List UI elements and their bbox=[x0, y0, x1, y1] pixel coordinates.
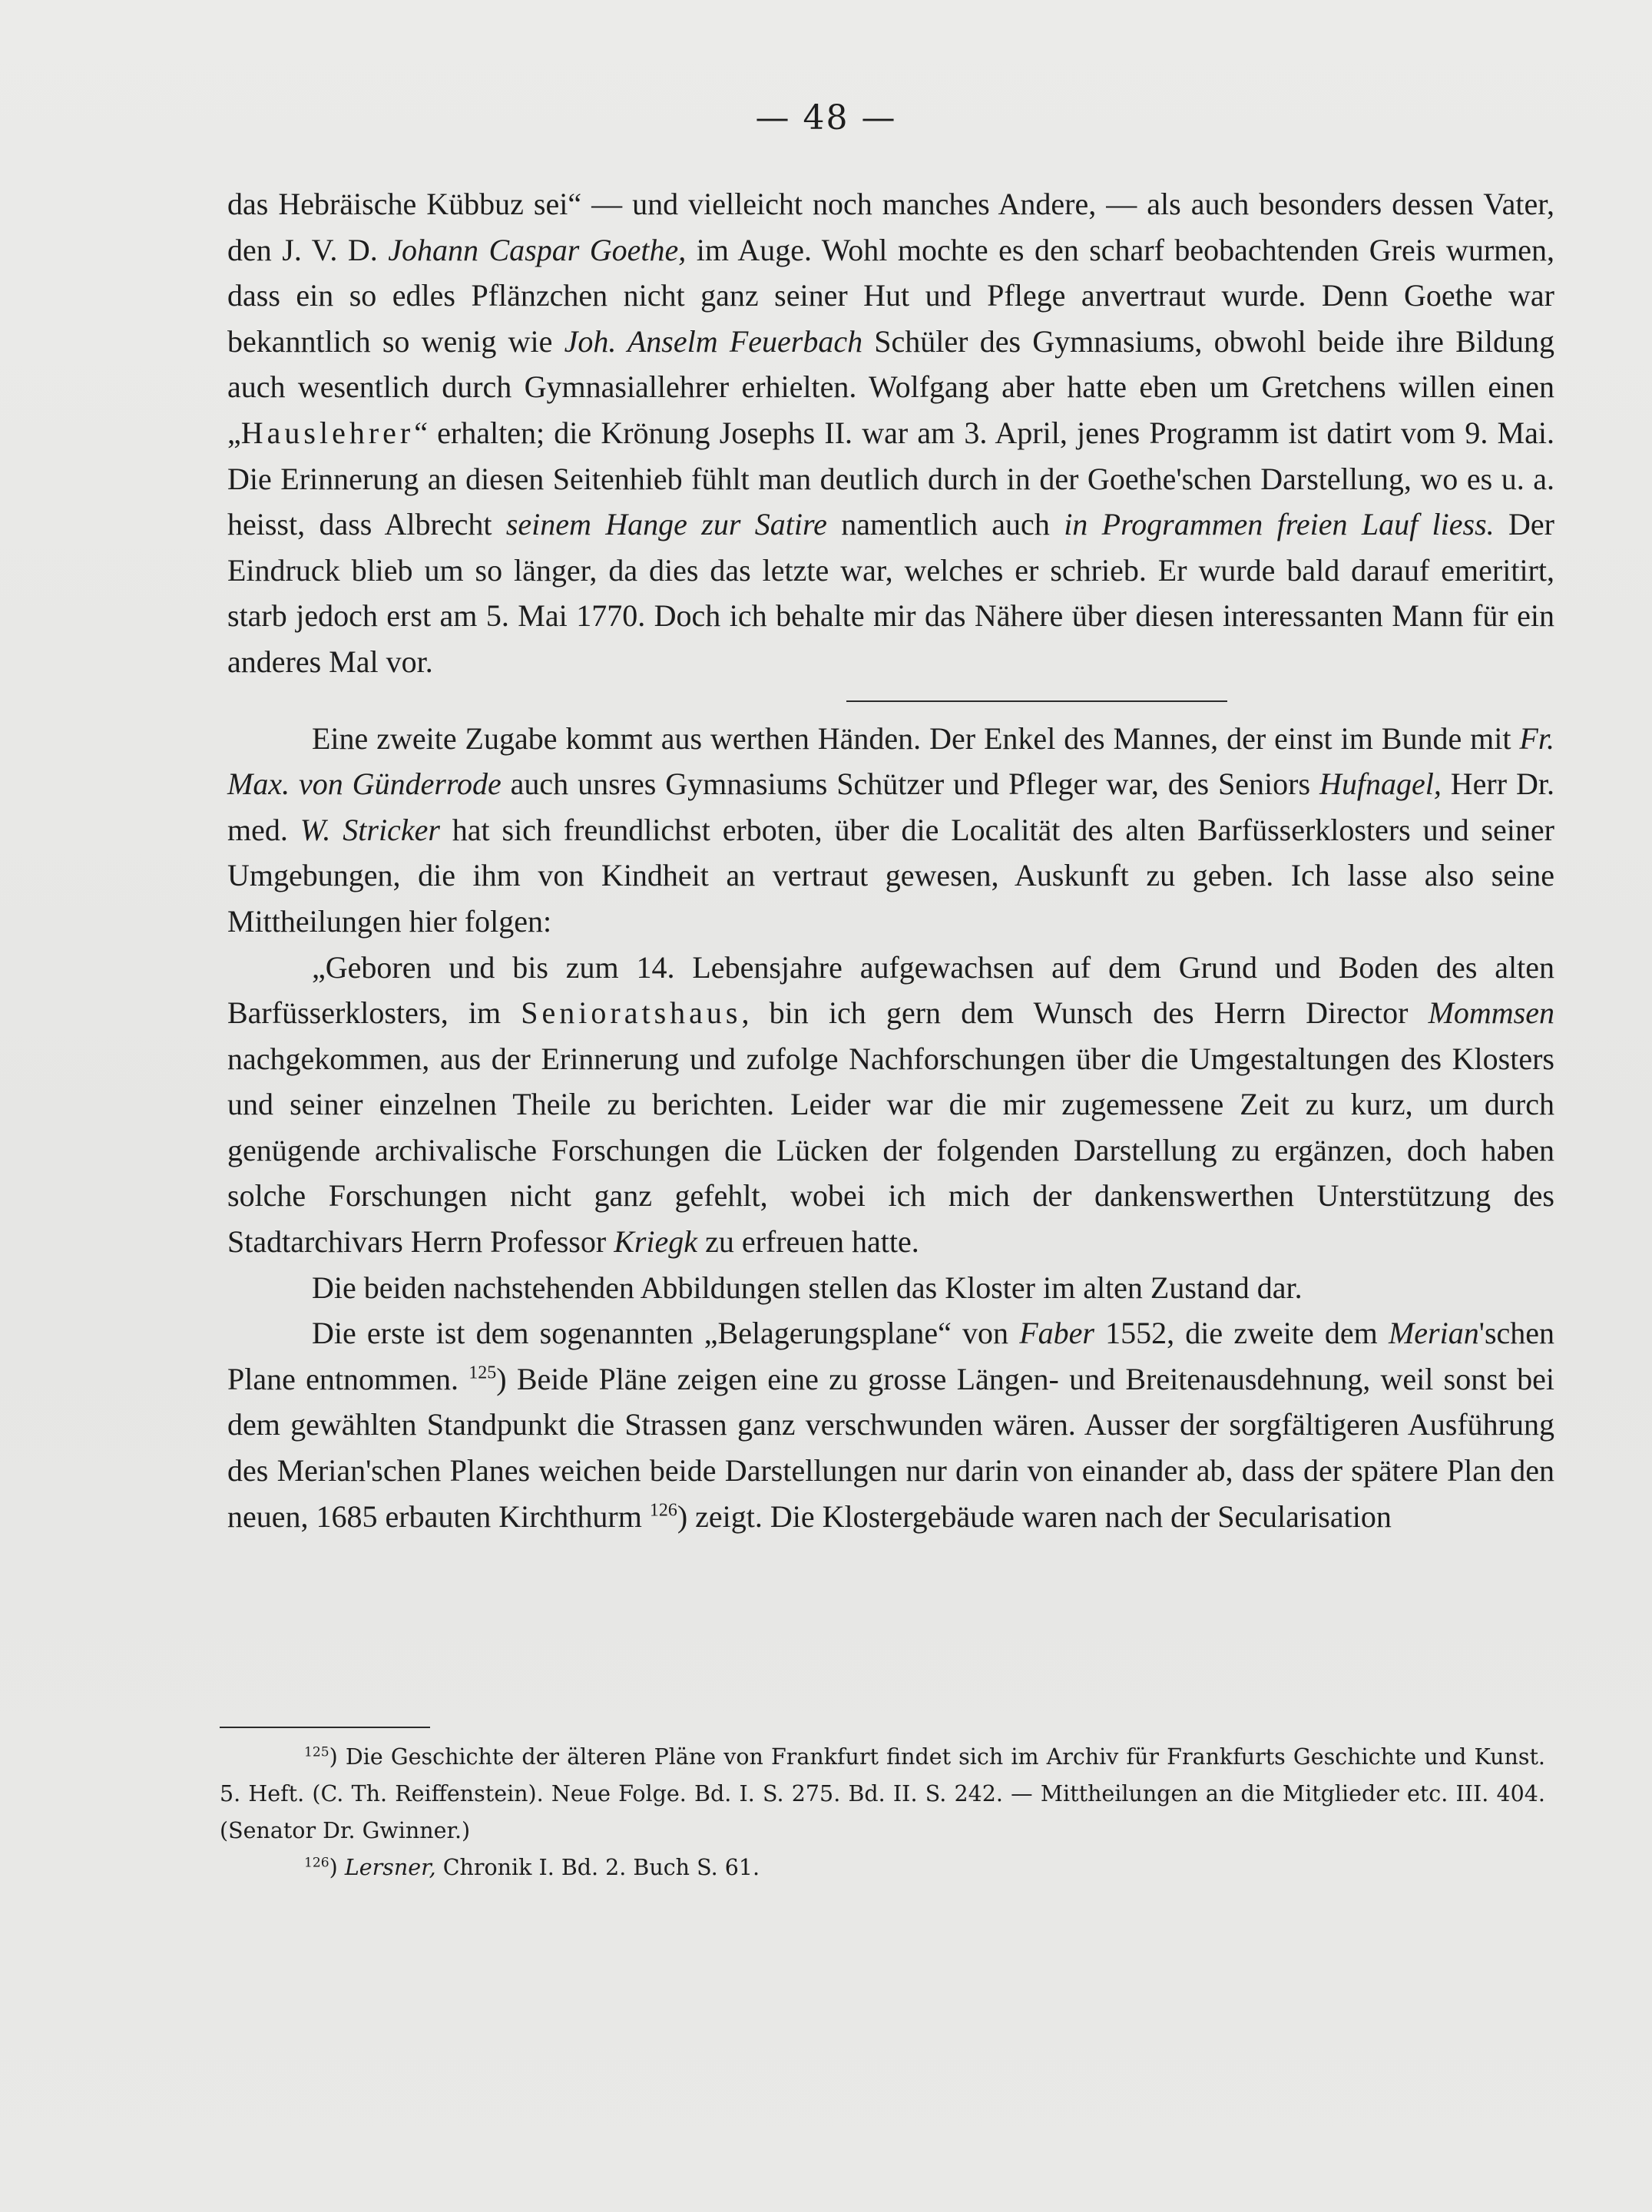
italic-name: Kriegk bbox=[614, 1224, 698, 1260]
main-text bbox=[227, 181, 1554, 1539]
text-run: Schüler des Gymnasiums, obwohl beide ihre Bildung auch wesentlich durch Gymnasiallehrer erhielten. Wolfgang aber hatte eben um Gretchens willen einen „ bbox=[227, 323, 1554, 450]
text-run: „Geboren und bis zum 14. Lebensjahre aufgewachsen auf dem Grund und Boden des alten Barfüsserklosters, im bbox=[227, 949, 1554, 1031]
text-run: ) zeigt. Die Klostergebäude waren nach der Secularisation bbox=[677, 1498, 1392, 1534]
text-run: Die beiden nachstehenden Abbildungen stellen das Kloster im alten Zustand dar. bbox=[312, 1270, 1303, 1305]
spaced-term: Hauslehrer bbox=[240, 415, 415, 450]
text-run: Eine zweite Zugabe kommt aus werthen Händen. Der Enkel des Mannes, der einst im Bunde mit bbox=[312, 720, 1520, 756]
italic-quote: in Programmen freien Lauf liess. bbox=[1064, 507, 1495, 542]
italic-name: Merian bbox=[1388, 1316, 1479, 1351]
section-divider bbox=[846, 700, 1227, 702]
italic-name: W. Stricker bbox=[300, 812, 440, 847]
text-run: 1552, die zweite dem bbox=[1094, 1316, 1389, 1351]
paragraph bbox=[227, 716, 1554, 945]
footnote-author: Lersner, bbox=[344, 1855, 436, 1880]
spaced-term: Senioratshaus bbox=[521, 995, 742, 1031]
text-run: zu erfreuen hatte. bbox=[697, 1224, 919, 1260]
italic-name: Mommsen bbox=[1428, 995, 1554, 1031]
italic-name: Hufnagel, bbox=[1319, 767, 1442, 802]
text-run: hat sich freundlichst erboten, über die Localität des alten Barfüsserklosters und seiner Umgebungen, die ihm von Kindheit an vertraut gewesen, Auskunft zu geben. Ich lasse also seine Mittheilungen hier folgen: bbox=[227, 812, 1554, 939]
paragraph bbox=[227, 1265, 1554, 1311]
footnote-reference: 125 bbox=[468, 1363, 497, 1383]
footnote-125 bbox=[220, 1739, 1545, 1849]
italic-name: Johann Caspar Goethe, bbox=[388, 232, 687, 267]
text-run: Herr Dr. med. bbox=[227, 767, 1554, 847]
italic-quote: seinem Hange zur Satire bbox=[505, 507, 827, 542]
footnote-reference: 126 bbox=[649, 1500, 677, 1521]
paragraph bbox=[227, 945, 1554, 1265]
text-run: 'schen Plane entnommen. bbox=[227, 1316, 1555, 1396]
text-run: namentlich auch bbox=[826, 507, 1064, 542]
text-run: auch unsres Gymnasiums Schützer und Pfleger war, des Seniors bbox=[501, 767, 1319, 802]
footnote-mark: 126 bbox=[304, 1855, 329, 1871]
text-run: das Hebräische Kübbuz sei“ — und vielleicht noch manches Andere, — als auch besonders dessen Vater, den J. V. D. bbox=[227, 187, 1554, 267]
footnote-text: ) Die Geschichte der älteren Pläne von Frankfurt findet sich im Archiv für Frankfurts Geschichte und Kunst. 5. Heft. (C. Th. Reiffenstein). Neue Folge. Bd. I. S. 275. Bd. II. S. 242. — Mittheilungen an die Mitglieder etc. III. 404. (Senator Dr. Gwinner.) bbox=[220, 1744, 1545, 1843]
paragraph bbox=[227, 181, 1554, 685]
text-run: ) Beide Pläne zeigen eine zu grosse Längen- und Breitenausdehnung, weil sonst bei dem gewählten Standpunkt die Strassen ganz verschwunden wären. Ausser der sorgfältigeren Ausführung des Merian'schen Planes weichen beide Darstellungen nur darin von einander ab, dass der spätere Plan den neuen, 1685 erbauten Kirchthurm bbox=[227, 1361, 1555, 1534]
footnote-mark: 125 bbox=[304, 1744, 329, 1760]
text-run: nachgekommen, aus der Erinnerung und zufolge Nachforschungen über die Umgestaltungen des Klosters und seiner einzelnen Theile zu berichten. Leider war die mir zugemessene Zeit zu kurz, um durch genügende archivalische Forschungen die Lücken der folgenden Darstellung zu ergänzen, doch haben solche Forschungen nicht ganz gefehlt, wobei ich mich der dankenswerthen Unterstützung des Stadtarchivars Herrn Professor bbox=[227, 1041, 1554, 1260]
text-run: im Auge. Wohl mochte es den scharf beobachtenden Greis wurmen, dass ein so edles Pflänzchen nicht ganz seiner Hut und Pflege anvertraut wurde. Denn Goethe war bekanntlich so wenig wie bbox=[227, 232, 1554, 359]
footnote-126: $^{126}$) Lersner, Chronik I. Bd. 2. Buch S. 61. bbox=[304, 1855, 760, 1880]
text-run: “ erhalten; die Krönung Josephs II. war am 3. April, jenes Programm ist datirt vom 9. Mai. Die Erinnerung an diesen Seitenhieb fühlt man deutlich durch in der Goethe'schen Darstellung, wo es u. a. heisst, dass Albrecht bbox=[227, 415, 1554, 542]
text-run: Der Eindruck blieb um so länger, da dies das letzte war, welches er schrieb. Er wurde bald darauf emeritirt, starb jedoch erst am 5. Mai 1770. Doch ich behalte mir das Nähere über diesen interessanten Mann für ein anderes Mal vor. bbox=[227, 507, 1554, 679]
italic-name: Joh. Anselm Feuerbach bbox=[564, 323, 863, 359]
text-run: Die erste ist dem sogenannten „Belagerungsplane“ von bbox=[312, 1316, 1020, 1351]
italic-name: Fr. Max. von Günderrode bbox=[227, 720, 1554, 802]
footnote-text: Chronik I. Bd. 2. Buch S. 61. bbox=[435, 1855, 760, 1880]
footnotes bbox=[220, 1739, 1545, 1886]
paragraph bbox=[227, 1310, 1554, 1539]
italic-name: Faber bbox=[1019, 1316, 1094, 1351]
text-run: , bin ich gern dem Wunsch des Herrn Director bbox=[741, 995, 1429, 1031]
page-number: — 48 — bbox=[755, 98, 897, 137]
footnote-divider bbox=[220, 1727, 430, 1728]
